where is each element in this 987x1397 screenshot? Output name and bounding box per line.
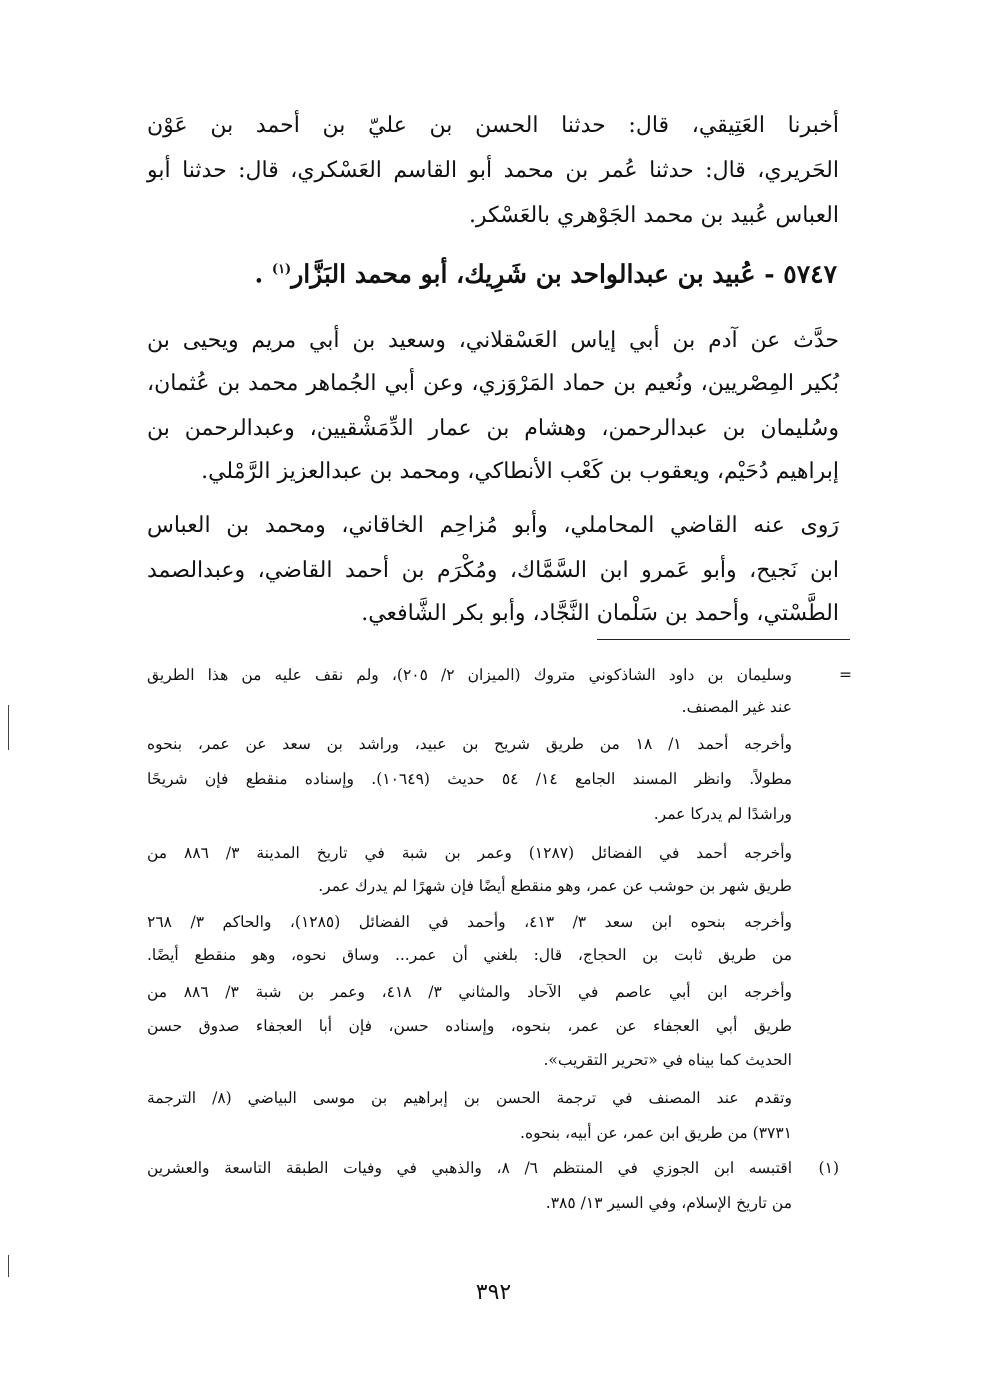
footnote-line: وأخرجه بنحوه ابن سعد ٣/ ٤١٣، وأحمد في الفضائل (١٢٨٥)، والحاكم ٣/ ٢٦٨ [147, 913, 792, 931]
footnote-separator [597, 639, 850, 640]
main-text-line: ابن نَجيح، وأبو عَمرو ابن السَّمَّاك، ومُكْرَم بن أحمد القاضي، وعبدالصمد [147, 558, 839, 583]
main-text-line: إبراهيم دُحَيْم، ويعقوب بن كَعْب الأنطاكي، ومحمد بن عبدالعزيز الرَّمْلي. [201, 459, 839, 484]
footnote-line: وأخرجه أحمد ١/ ١٨ من طريق شريح بن عبيد، وراشد بن سعد عن عمر، بنحوه [147, 735, 792, 753]
footnote-line: مطولاً. وانظر المسند الجامع ١٤/ ٥٤ حديث (١٠٦٤٩). وإسناده منقطع فإن شريحًا [147, 770, 793, 788]
footnote-line: من تاريخ الإسلام، وفي السير ١٣/ ٣٨٥. [545, 1194, 792, 1212]
footnote-line: طريق أبي العجفاء عن عمر، بنحوه، وإسناده حسن، فإن أبا العجفاء صدوق حسن [147, 1017, 792, 1035]
main-text-line: وسُليمان بن عبدالرحمن، وهشام بن عمار الدِّمَشْقيين، وعبدالرحمن بن [147, 416, 839, 441]
footnote-line: وتقدم عند المصنف في ترجمة الحسن بن إبراهيم بن موسى البياضي (٨/ الترجمة [147, 1089, 792, 1107]
footnote-line: طريق شهر بن حوشب عن عمر، وهو منقطع أيضًا فإن شهرًا لم يدرك عمر. [318, 877, 792, 895]
footnote-line: وأخرجه أحمد في الفضائل (١٢٨٧) وعمر بن شبة في تاريخ المدينة ٣/ ٨٨٦ من [147, 844, 792, 862]
continuation-mark: = [839, 666, 852, 684]
main-text-line: بُكير المِصْريين، ونُعيم بن حماد المَرْوَزي، وعن أبي الجُماهر محمد بن عُثمان، [147, 371, 839, 396]
main-text-line: رَوى عنه القاضي المحاملي، وأبو مُزاحِم الخاقاني، ومحمد بن العباس [147, 513, 839, 538]
main-text-line: الحَريري، قال: حدثنا عُمر بن محمد أبو القاسم العَسْكري، قال: حدثنا أبو [147, 158, 839, 183]
footnote-line: ٣٧٣١) من طريق ابن عمر، عن أبيه، بنحوه. [520, 1124, 792, 1142]
page-number: ٣٩٢ [475, 1280, 512, 1305]
main-text-line: أخبرنا العَتِيقي، قال: حدثنا الحسن بن عليّ بن أحمد بن عَوْن [147, 113, 839, 138]
footnote-line: عند غير المصنف. [681, 698, 792, 716]
footnote-line: وراشدًا لم يدركا عمر. [653, 805, 792, 823]
main-text-line: الطَّسْتي، وأحمد بن سَلْمان النَّجَّاد، وأبو بكر الشَّافعي. [361, 601, 839, 626]
main-text-line: العباس عُبيد بن محمد الجَوْهري بالعَسْكر. [468, 203, 839, 228]
entry-heading [137, 250, 837, 290]
scan-margin-mark [8, 705, 9, 750]
footnote-line: الحديث كما بيناه في «تحرير التقريب». [543, 1051, 792, 1069]
footnote-number: (١) [818, 1159, 839, 1177]
entry-heading-text: ٥٧٤٧ - عُبيد بن عبدالواحد بن شَرِيك، أبو محمد البَزَّار [291, 259, 837, 289]
footnote-ref: (١) [271, 262, 292, 277]
entry-heading-end: . [254, 259, 272, 289]
main-text-line: حدَّث عن آدم بن أبي إياس العَسْقلاني، وسعيد بن أبي مريم ويحيى بن [147, 328, 839, 353]
footnote-line: اقتبسه ابن الجوزي في المنتظم ٦/ ٨، والذهبي في وفيات الطبقة التاسعة والعشرين [147, 1159, 792, 1177]
scan-margin-mark [8, 1255, 9, 1277]
footnote-line: من طريق ثابت بن الحجاج، قال: بلغني أن عمر... وساق نحوه، وهو منقطع أيضًا. [147, 946, 792, 964]
footnote-line: وسليمان بن داود الشاذكوني متروك (الميزان ٢/ ٢٠٥)، ولم نقف عليه من هذا الطريق [147, 666, 792, 684]
footnote-line: وأخرجه ابن أبي عاصم في الآحاد والمثاني ٣/ ٤١٨، وعمر بن شبة ٣/ ٨٨٦ من [147, 983, 793, 1001]
